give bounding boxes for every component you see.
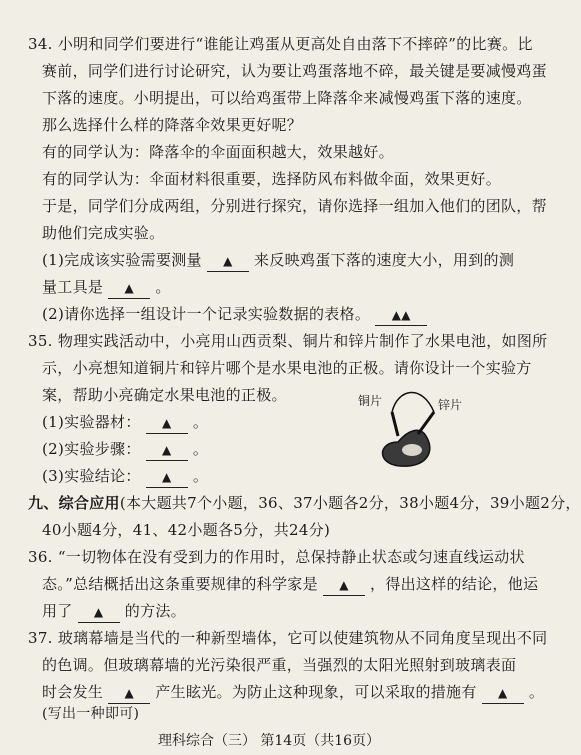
q37-line-3: [42, 682, 544, 704]
q37-line-1: 37. 玻璃幕墙是当代的一种新型墙体，它可以使建筑物从不同角度呈现出不同: [28, 629, 548, 647]
q34-line-8: 助他们完成实验。: [42, 224, 165, 242]
q37-line-3-middle: 产生眩光。为防止这种现象，可以采取的措施有: [155, 683, 477, 701]
q36-line-2-prefix: 态。”总结概括出这条重要规律的科学家是: [42, 575, 318, 593]
answer-blank[interactable]: ▲: [146, 413, 188, 434]
q37-line-4: (写出一种即可): [42, 706, 140, 722]
q35-item-2: [42, 439, 208, 461]
q36-line-3: [42, 601, 186, 623]
q35-item-2-end: 。: [192, 440, 209, 458]
q36-line-3-suffix: 的方法。: [124, 602, 186, 620]
answer-blank[interactable]: ▲: [146, 467, 188, 488]
answer-blank[interactable]: ▲▲: [375, 305, 427, 326]
answer-blank[interactable]: ▲: [78, 602, 120, 623]
q35-item-1-end: 。: [192, 413, 209, 431]
q37-line-2: 的色调。但玻璃幕墙的光污染很严重，当强烈的太阳光照射到玻璃表面: [42, 656, 517, 674]
zinc-label: 锌片: [438, 398, 463, 412]
section-9-header: [28, 493, 581, 513]
connecting-wire: [392, 392, 434, 412]
q35-item-2-label: (2)实验步骤：: [42, 440, 141, 458]
q34-line-7: 于是，同学们分成两组，分别进行探究，请你选择一组加入他们的团队，帮: [42, 197, 547, 215]
q34-part1: [42, 250, 514, 272]
q34-part1b-suffix: 。: [155, 278, 171, 296]
section-9-desc: (本大题共7个小题，36、37小题各2分，38小题4分，39小题2分，: [119, 494, 581, 512]
q35-item-3: [42, 466, 208, 488]
q37-line-3-suffix: 。: [528, 683, 545, 701]
answer-blank[interactable]: ▲: [108, 683, 150, 704]
q35-line-2: 示，小亮想知道铜片和锌片哪个是水果电池的正极。请你设计一个实验方: [42, 359, 532, 377]
q34-part2-text: (2)请你选择一组设计一个记录实验数据的表格。: [42, 305, 371, 323]
pear-highlight: [402, 444, 422, 456]
answer-blank[interactable]: ▲: [482, 683, 524, 704]
q36-line-3-prefix: 用了: [42, 602, 73, 620]
section-9-desc-cont: 40小题4分，41、42小题各5分，共24分): [42, 521, 331, 539]
q37-line-3-prefix: 时会发生: [42, 683, 104, 701]
q34-part1-prefix: (1)完成该实验需要测量: [42, 251, 202, 269]
q34-part1b-prefix: 量工具是: [42, 278, 104, 296]
q34-part2: [42, 304, 427, 326]
q34-line-4: 那么选择什么样的降落伞效果更好呢？: [42, 116, 303, 134]
q36-line-1: 36. “一切物体在没有受到力的作用时，总保持静止状态或匀速直线运动状: [28, 548, 525, 566]
answer-blank[interactable]: ▲: [207, 251, 249, 272]
section-9-title: 九、综合应用: [28, 494, 120, 512]
answer-blank[interactable]: ▲: [108, 278, 150, 299]
q36-line-2-suffix: ，得出这样的结论，他运: [370, 575, 539, 593]
answer-blank[interactable]: ▲: [146, 440, 188, 461]
page-footer: 理科综合（三） 第14页（共16页）: [157, 733, 381, 749]
q35-item-3-label: (3)实验结论：: [42, 467, 141, 485]
q34-line-5: 有的同学认为：降落伞的伞面面积越大，效果越好。: [42, 143, 394, 161]
answer-blank[interactable]: ▲: [323, 575, 365, 596]
q34-part1-middle: 来反映鸡蛋下落的速度大小，用到的测: [254, 251, 515, 269]
q34-line-2: 赛前，同学们进行讨论研究，认为要让鸡蛋落地不碎，最关键是要减慢鸡蛋: [42, 62, 547, 80]
q35-line-3: 案，帮助小亮确定水果电池的正极。: [42, 386, 287, 404]
q34-line-1: 34. 小明和同学们要进行“谁能让鸡蛋从更高处自由落下不摔碎”的比赛。比: [28, 35, 533, 53]
copper-label: 铜片: [358, 394, 383, 408]
q34-part1-cont: [42, 277, 171, 299]
copper-plate: [392, 412, 398, 436]
q34-line-3: 下落的速度。小明提出，可以给鸡蛋带上降落伞来减慢鸡蛋下落的速度。: [42, 89, 532, 107]
q35-item-3-end: 。: [192, 467, 209, 485]
q34-line-6: 有的同学认为：伞面材料很重要，选择防风布料做伞面，效果更好。: [42, 170, 502, 188]
q35-item-1-label: (1)实验器材：: [42, 413, 141, 431]
pear-battery-illustration: [364, 372, 474, 470]
q35-line-1: 35. 物理实践活动中，小亮用山西贡梨、铜片和锌片制作了水果电池，如图所: [28, 332, 548, 350]
q35-item-1: [42, 412, 208, 434]
q36-line-2: [42, 574, 538, 596]
fruit-battery-figure: [358, 372, 474, 470]
zinc-plate: [418, 412, 434, 434]
